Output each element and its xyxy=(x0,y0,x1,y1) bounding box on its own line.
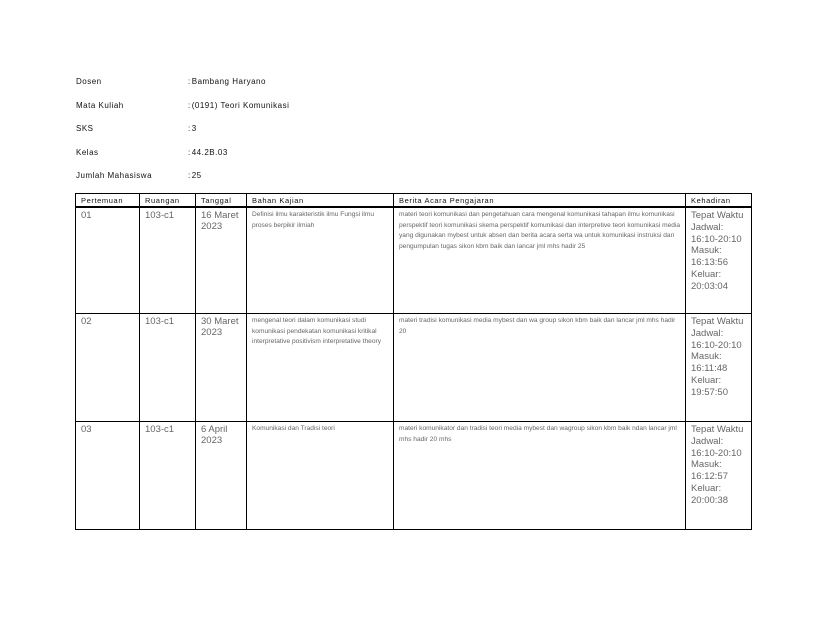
tanggal-cell: 16 Maret 2023 xyxy=(196,207,247,314)
jumlah-value: : 25 xyxy=(188,171,202,180)
bahan-kajian-cell: Komunikasi dan Tradisi teori xyxy=(247,422,394,530)
tanggal-cell: 30 Maret 2023 xyxy=(196,314,247,422)
column-header-pertemuan: Pertemuan xyxy=(76,194,140,208)
berita-acara-cell: materi tradisi komunikasi media mybest dan wa group sikon kbm baik dan lancar jml mhs hadir 20 xyxy=(394,314,686,422)
bahan-kajian-cell: mengenal teori dalam komunikasi studi komunikasi pendekatan komunikasi kritikal interpretative positivism interpretative theory xyxy=(247,314,394,422)
kehadiran-cell: Tepat Waktu Jadwal: 16:10-20:10 Masuk: 16:12:57 Keluar: 20:00:38 xyxy=(686,422,752,530)
kelas-label: Kelas xyxy=(76,147,99,157)
kelas-value: : 44.2B.03 xyxy=(188,148,228,157)
pertemuan-cell: 03 xyxy=(76,422,140,530)
column-header-tanggal: Tanggal xyxy=(196,194,247,208)
kehadiran-cell: Tepat Waktu Jadwal: 16:10-20:10 Masuk: 16:13:56 Keluar: 20:03:04 xyxy=(686,207,752,314)
ruangan-cell: 103-c1 xyxy=(140,422,196,530)
column-header-berita-acara: Berita Acara Pengajaran xyxy=(394,194,686,208)
column-header-ruangan: Ruangan xyxy=(140,194,196,208)
column-header-kehadiran: Kehadiran xyxy=(686,194,752,208)
bahan-kajian-cell: Definisi ilmu karakteristik ilmu Fungsi ilmu proses berpikir ilmiah xyxy=(247,207,394,314)
ruangan-cell: 103-c1 xyxy=(140,314,196,422)
dosen-value: : Bambang Haryano xyxy=(188,77,266,86)
table-row xyxy=(76,422,752,530)
ruangan-cell: 103-c1 xyxy=(140,207,196,314)
matkul-label: Mata Kuliah xyxy=(76,100,124,110)
matkul-value: : (0191) Teori Komunikasi xyxy=(188,101,289,110)
table-row xyxy=(76,314,752,422)
pertemuan-cell: 01 xyxy=(76,207,140,314)
berita-acara-cell: materi komunikator dan tradisi teori media mybest dan wagroup sikon kbm baik ndan lancar jml mhs hadir 20 mhs xyxy=(394,422,686,530)
column-header-bahan-kajian: Bahan Kajian xyxy=(247,194,394,208)
attendance-table xyxy=(75,193,752,530)
kehadiran-cell: Tepat Waktu Jadwal: 16:10-20:10 Masuk: 16:11:48 Keluar: 19:57:50 xyxy=(686,314,752,422)
sks-value: : 3 xyxy=(188,124,197,133)
tanggal-cell: 6 April 2023 xyxy=(196,422,247,530)
pertemuan-cell: 02 xyxy=(76,314,140,422)
jumlah-label: Jumlah Mahasiswa xyxy=(76,171,153,181)
table-row xyxy=(76,207,752,314)
sks-label: SKS xyxy=(76,124,94,134)
table-header-row xyxy=(76,194,752,208)
berita-acara-cell: materi teori komunikasi dan pengetahuan cara mengenal komunikasi tahapan ilmu komunikasi perspektif teori komunikasi skema perspektif komunikasi dan interpretive teori komunikasi media yang digunakan mybest untuk absen dan berita acara serta wa untuk komunikasi instruksi dan pengumpulan tugas sikon kbm baik dan lancar jml mhs hadir 25 xyxy=(394,207,686,314)
dosen-label: Dosen xyxy=(76,77,102,86)
